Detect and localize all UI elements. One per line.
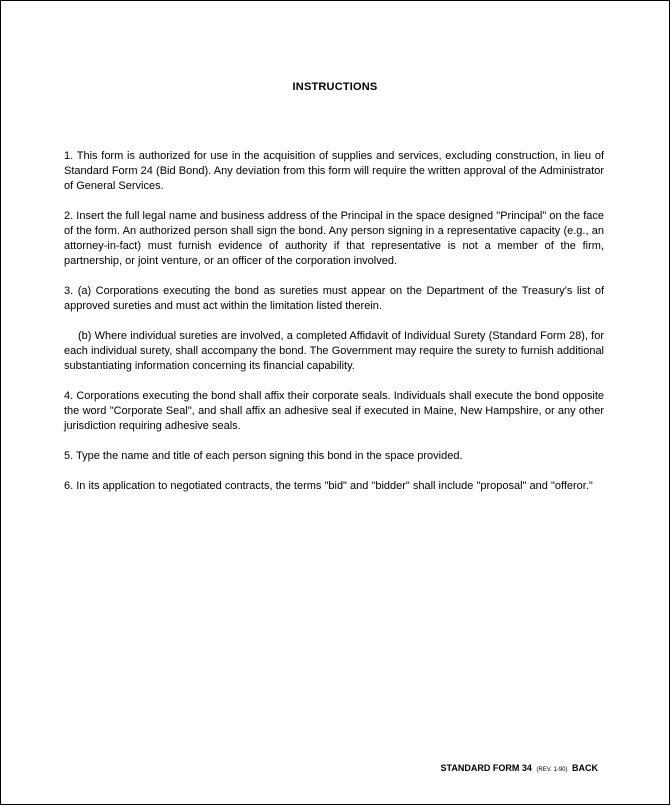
form-footer bbox=[441, 763, 599, 773]
instruction-item-3a: 3. (a) Corporations executing the bond as sureties must appear on the Department of the Treasury's list of approved sureties and must act within the limitation listed therein. bbox=[64, 285, 604, 312]
instructions-list bbox=[64, 149, 604, 509]
instruction-item-1: 1. This form is authorized for use in the acquisition of supplies and services, excluding construction, in lieu of Standard Form 24 (Bid Bond). Any deviation from this form will require the written approval of the Administrator of General Services. bbox=[64, 150, 604, 192]
instruction-item-5: 5. Type the name and title of each person signing this bond in the space provided. bbox=[64, 450, 463, 462]
page-title: INSTRUCTIONS bbox=[292, 81, 378, 93]
form-revision: (REV. 1-90) bbox=[536, 767, 568, 773]
instruction-item-2: 2. Insert the full legal name and business address of the Principal in the space designed "Principal" on the face of the form. An authorized person shall sign the bond. Any person signing in a representative capacity (e.g., an attorney-in-fact) must furnish evidence of authority if that representative is not a member of the firm, partnership, or joint venture, or an officer of the corporation involved. bbox=[64, 210, 604, 267]
form-name: STANDARD FORM 34 bbox=[440, 763, 532, 773]
instruction-item-3b: (b) Where individual sureties are involved, a completed Affidavit of Individual Surety (Standard Form 28), for each individual surety, shall accompany the bond. The Government may require the surety to furnish additional substantiating information concerning its financial capability. bbox=[64, 330, 604, 372]
instruction-item-6: 6. In its application to negotiated contracts, the terms "bid" and "bidder" shall include "proposal" and "offeror." bbox=[64, 480, 593, 492]
instruction-item-4: 4. Corporations executing the bond shall affix their corporate seals. Individuals shall execute the bond opposite the word "Corporate Seal", and shall affix an adhesive seal if executed in Maine, New Hampshire, or any other jurisdiction requiring adhesive seals. bbox=[64, 390, 604, 432]
form-side: BACK bbox=[572, 763, 598, 773]
